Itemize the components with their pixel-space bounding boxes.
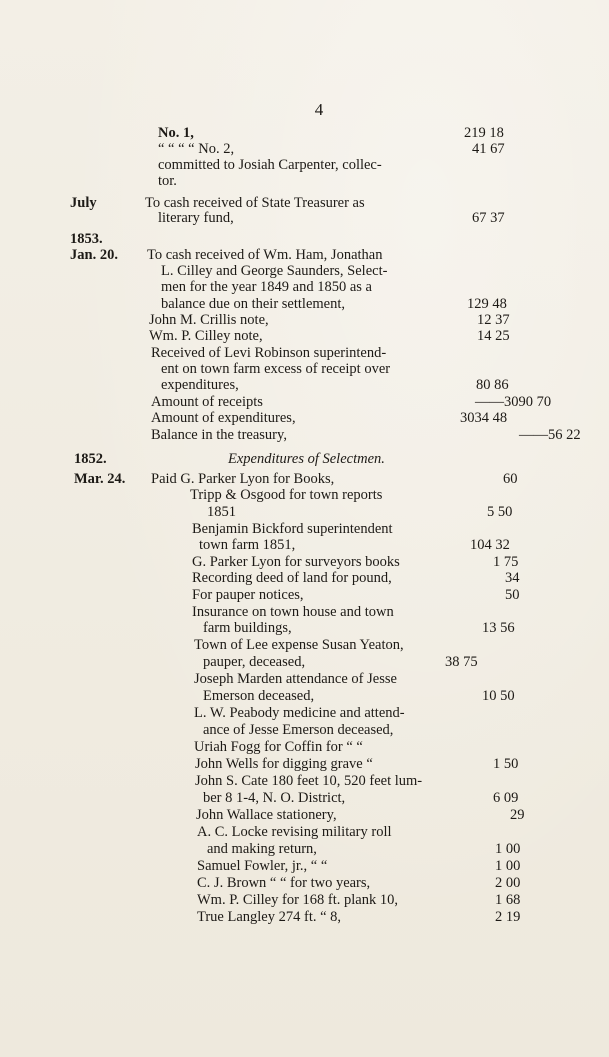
ledger-amount: 29 — [510, 807, 525, 823]
ledger-line: Joseph Marden attendance of Jesse — [194, 671, 397, 687]
ledger-amount: 1 68 — [495, 892, 521, 908]
ledger-amount: 38 75 — [445, 654, 478, 670]
ledger-line: Amount of receipts — [151, 394, 263, 410]
ledger-amount: 5 50 — [487, 504, 513, 520]
ledger-line: ance of Jesse Emerson deceased, — [203, 722, 394, 738]
page-number: 4 — [314, 100, 324, 119]
ledger-line: expenditures, — [161, 377, 239, 393]
ledger-amount: 41 67 — [472, 141, 505, 157]
ledger-line: Paid G. Parker Lyon for Books, — [151, 471, 335, 487]
ledger-line: farm buildings, — [203, 620, 292, 636]
ledger-amount: ——3090 70 — [475, 394, 552, 410]
ledger-line: True Langley 274 ft. “ 8, — [197, 909, 342, 925]
ledger-amount: ——56 22 — [519, 427, 581, 443]
ledger-line: Amount of expenditures, — [151, 410, 296, 426]
ledger-line: Samuel Fowler, jr., “ “ — [197, 858, 328, 874]
ledger-amount: 60 — [503, 471, 518, 487]
ledger-line: G. Parker Lyon for surveyors books — [192, 554, 400, 570]
ledger-amount: 6 09 — [493, 790, 519, 806]
ledger-amount: 12 37 — [477, 312, 510, 328]
ledger-amount: 67 37 — [472, 210, 505, 226]
ledger-line: Tripp & Osgood for town reports — [190, 487, 383, 503]
ledger-line: For pauper notices, — [192, 587, 304, 603]
ledger-amount: 1 00 — [495, 858, 521, 874]
ledger-line: 1852. — [74, 451, 107, 467]
ledger-line: town farm 1851, — [199, 537, 296, 553]
ledger-line: “ “ “ “ No. 2, — [158, 141, 235, 157]
ledger-line: John M. Crillis note, — [149, 312, 269, 328]
ledger-amount: 2 00 — [495, 875, 521, 891]
ledger-line: and making return, — [207, 841, 317, 857]
ledger-amount: 3034 48 — [460, 410, 508, 426]
ledger-amount: 14 25 — [477, 328, 510, 344]
ledger-amount: 50 — [505, 587, 520, 603]
ledger-line: 1853. — [70, 231, 103, 247]
ledger-line: A. C. Locke revising military roll — [197, 824, 392, 840]
ledger-line: Town of Lee expense Susan Yeaton, — [194, 637, 404, 653]
ledger-line: L. W. Peabody medicine and attend- — [194, 705, 405, 721]
ledger-amount: 219 18 — [464, 125, 504, 141]
ledger-line: men for the year 1849 and 1850 as a — [161, 279, 372, 295]
ledger-line: Balance in the treasury, — [151, 427, 287, 443]
ledger-amount: 1 00 — [495, 841, 521, 857]
ledger-line: John Wallace stationery, — [196, 807, 337, 823]
ledger-line: committed to Josiah Carpenter, collec- — [158, 157, 382, 173]
ledger-line: Wm. P. Cilley note, — [149, 328, 263, 344]
ledger-amount: 10 50 — [482, 688, 515, 704]
ledger-line: C. J. Brown “ “ for two years, — [197, 875, 371, 891]
ledger-line: To cash received of Wm. Ham, Jonathan — [147, 247, 383, 263]
ledger-amount: 1 75 — [493, 554, 519, 570]
ledger-line: Received of Levi Robinson superintend- — [151, 345, 387, 361]
ledger-line: July — [70, 195, 97, 211]
ledger-line: John Wells for digging grave “ — [195, 756, 373, 772]
ledger-line: balance due on their settlement, — [161, 296, 345, 312]
ledger-line: Expenditures of Selectmen. — [228, 451, 385, 467]
ledger-amount: 129 48 — [467, 296, 507, 312]
ledger-line: Wm. P. Cilley for 168 ft. plank 10, — [197, 892, 398, 908]
ledger-amount: 104 32 — [470, 537, 510, 553]
ledger-line: Uriah Fogg for Coffin for “ “ — [194, 739, 363, 755]
ledger-line: pauper, deceased, — [203, 654, 306, 670]
ledger-line: 1851 — [207, 504, 236, 520]
ledger-line: literary fund, — [158, 210, 234, 226]
ledger-line: No. 1, — [158, 125, 194, 141]
ledger-line: To cash received of State Treasurer as — [145, 195, 365, 211]
ledger-line: Jan. 20. — [70, 247, 118, 263]
ledger-amount: 1 50 — [493, 756, 519, 772]
ledger-amount: 2 19 — [495, 909, 521, 925]
ledger-line: ber 8 1-4, N. O. District, — [203, 790, 346, 806]
ledger-amount: 13 56 — [482, 620, 515, 636]
ledger-amount: 80 86 — [476, 377, 509, 393]
ledger-line: tor. — [158, 173, 177, 189]
ledger-line: Mar. 24. — [74, 471, 126, 487]
ledger-line: Insurance on town house and town — [192, 604, 394, 620]
ledger-line: Benjamin Bickford superintendent — [192, 521, 393, 537]
ledger-line: Emerson deceased, — [203, 688, 315, 704]
ledger-line: L. Cilley and George Saunders, Select- — [161, 263, 388, 279]
ledger-line: ent on town farm excess of receipt over — [161, 361, 391, 377]
ledger-line: John S. Cate 180 feet 10, 520 feet lum- — [195, 773, 423, 789]
ledger-amount: 34 — [505, 570, 520, 586]
ledger-line: Recording deed of land for pound, — [192, 570, 392, 586]
